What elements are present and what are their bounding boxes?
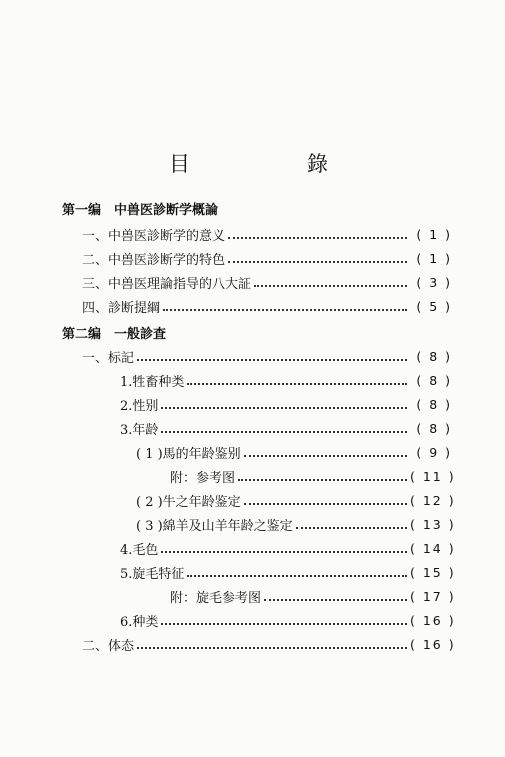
toc-entry-label: 6.种类 (120, 614, 159, 630)
toc-entry-label: ( 3 )綿羊及山羊年龄之鉴定 (136, 518, 293, 534)
dot-leader (254, 285, 407, 287)
toc-part-label: 第一编 中兽医診断学概論 (62, 202, 219, 218)
dot-leader (137, 359, 407, 361)
toc-page-number: ( 12 ) (410, 492, 456, 508)
toc-page-number: ( 8 ) (416, 372, 452, 388)
toc-part-2 (62, 322, 442, 342)
toc-entry (82, 296, 452, 316)
toc-entry-label: 二、中兽医診断学的特色 (82, 252, 226, 268)
toc-entry (120, 610, 456, 630)
toc-entry-label: 附：参考图 (170, 470, 236, 486)
dot-leader (228, 237, 407, 239)
dot-leader (238, 479, 407, 481)
toc-page-number: ( 15 ) (410, 564, 456, 580)
dot-leader (137, 647, 407, 649)
toc-entry-label: 一、中兽医診断学的意义 (82, 228, 226, 244)
toc-entry-label: 二、体态 (82, 638, 135, 654)
toc-page-number: ( 9 ) (416, 444, 452, 460)
dot-leader (228, 261, 407, 263)
toc-entry (82, 272, 452, 292)
toc-entry (120, 370, 452, 390)
dot-leader (163, 309, 407, 311)
toc-entry-label: 4.毛色 (120, 542, 159, 558)
dot-leader (296, 527, 407, 529)
toc-page-number: ( 3 ) (416, 274, 452, 290)
page-title: 目 錄 (169, 152, 376, 176)
toc-entry-label: 3.年龄 (120, 422, 159, 438)
toc-entry (120, 538, 456, 558)
toc-entry (82, 634, 456, 654)
toc-entry-label: 2.性别 (120, 398, 159, 414)
toc-page-number: ( 16 ) (410, 612, 456, 628)
dot-leader (244, 455, 407, 457)
toc-entry (82, 346, 452, 366)
toc-page-number: ( 8 ) (416, 420, 452, 436)
toc-entry-label: ( 1 )馬的年龄鉴别 (136, 446, 241, 462)
toc-page-number: ( 1 ) (416, 226, 452, 242)
toc-entry-label: 附：旋毛参考图 (170, 590, 262, 606)
toc-page-number: ( 5 ) (416, 298, 452, 314)
toc-entry-label: 三、中兽医理論指导的八大証 (82, 276, 252, 292)
toc-page-number: ( 13 ) (410, 516, 456, 532)
toc-page-number: ( 8 ) (416, 396, 452, 412)
toc-entry (136, 490, 456, 510)
dot-leader (264, 599, 407, 601)
toc-entry-label: 一、标記 (82, 350, 135, 366)
dot-leader (187, 575, 407, 577)
toc-page-number: ( 14 ) (410, 540, 456, 556)
toc-page-number: ( 16 ) (410, 636, 456, 652)
toc-entry (170, 466, 456, 486)
toc-entry (82, 248, 452, 268)
toc-entry (120, 562, 456, 582)
toc-part-label: 第二编 一般診査 (62, 326, 167, 342)
dot-leader (161, 623, 407, 625)
toc-entry-label: 1.牲畜种类 (120, 374, 185, 390)
toc-entry (136, 514, 456, 534)
toc-entry (82, 224, 452, 244)
dot-leader (161, 407, 407, 409)
toc-entry (136, 442, 452, 462)
toc-entry-label: 四、診断提綱 (82, 300, 161, 316)
toc-entry (120, 394, 452, 414)
toc-entry-label: 5.旋毛特征 (120, 566, 185, 582)
dot-leader (187, 383, 407, 385)
dot-leader (244, 503, 407, 505)
toc-page-number: ( 11 ) (410, 468, 456, 484)
toc-part-1 (62, 198, 442, 218)
toc-page-number: ( 17 ) (410, 588, 456, 604)
toc-entry (170, 586, 456, 606)
dot-leader (161, 431, 407, 433)
toc-entry (120, 418, 452, 438)
toc-page-number: ( 1 ) (416, 250, 452, 266)
toc-page-number: ( 8 ) (416, 348, 452, 364)
dot-leader (161, 551, 407, 553)
toc-entry-label: ( 2 )牛之年龄鉴定 (136, 494, 241, 510)
